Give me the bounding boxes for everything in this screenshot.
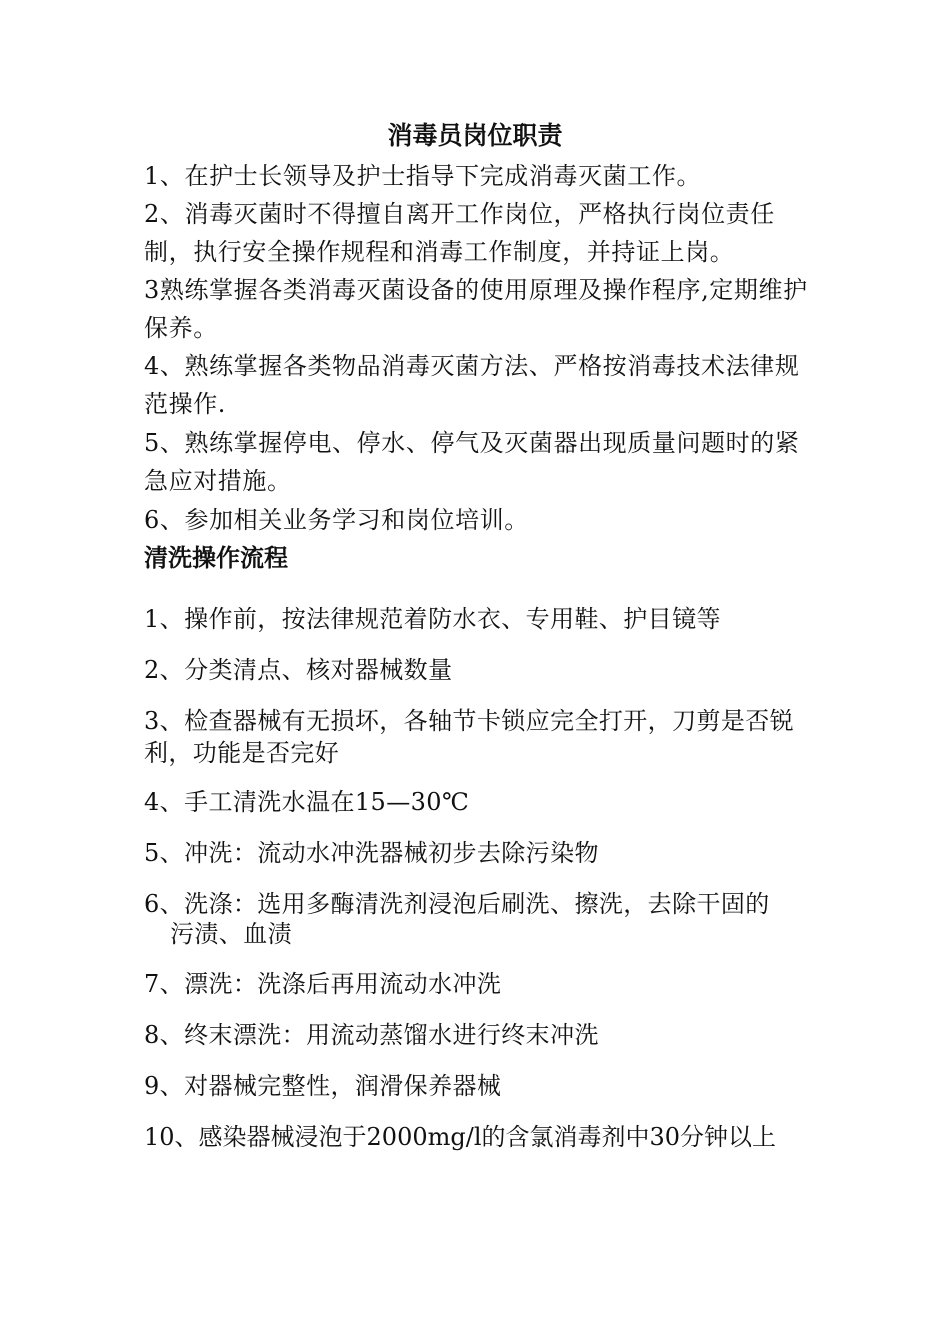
procedure-step-6-continued: 污渍、血渍 [170,920,292,948]
procedure-step-7: 7、漂洗：洗涤后再用流动水冲洗 [144,970,502,998]
procedure-step-3: 3、检查器械有无损坏，各轴节卡锁应完全打开，刀剪是否锐利，功能是否完好 [144,707,795,767]
document-title: 消毒员岗位职责 [387,121,563,150]
section-heading-cleaning-procedure: 清洗操作流程 [144,544,288,572]
procedure-step-8: 8、终末漂洗：用流动蒸馏水进行终末冲洗 [144,1021,599,1049]
procedure-step-5: 5、冲洗：流动水冲洗器械初步去除污染物 [144,839,599,867]
responsibility-item-4: 4、熟练掌握各类物品消毒灭菌方法、严格按消毒技术法律规范操作. [144,352,800,418]
procedure-step-6: 6、洗涤：选用多酶清洗剂浸泡后刷洗、擦洗，去除干固的 [144,890,770,918]
procedure-step-9: 9、对器械完整性，润滑保养器械 [144,1072,502,1100]
procedure-step-1: 1、操作前，按法律规范着防水衣、专用鞋、护目镜等 [144,605,721,633]
responsibility-item-1: 1、在护士长领导及护士指导下完成消毒灭菌工作。 [144,162,702,190]
responsibility-item-2: 2、消毒灭菌时不得擅自离开工作岗位，严格执行岗位责任制，执行安全操作规程和消毒工作制度，并持证上岗。 [144,200,775,266]
procedure-step-4: 4、手工清洗水温在15—30℃ [144,788,470,816]
responsibility-item-5: 5、熟练掌握停电、停水、停气及灭菌器出现质量问题时的紧急应对措施。 [144,429,800,495]
responsibility-item-6: 6、参加相关业务学习和岗位培训。 [144,506,529,534]
procedure-step-2: 2、分类清点、核对器械数量 [144,656,453,684]
procedure-step-10: 10、感染器械浸泡于2000mg/l的含氯消毒剂中30分钟以上 [144,1123,777,1151]
responsibility-item-3: 3熟练掌握各类消毒灭菌设备的使用原理及操作程序,定期维护保养。 [144,276,808,342]
